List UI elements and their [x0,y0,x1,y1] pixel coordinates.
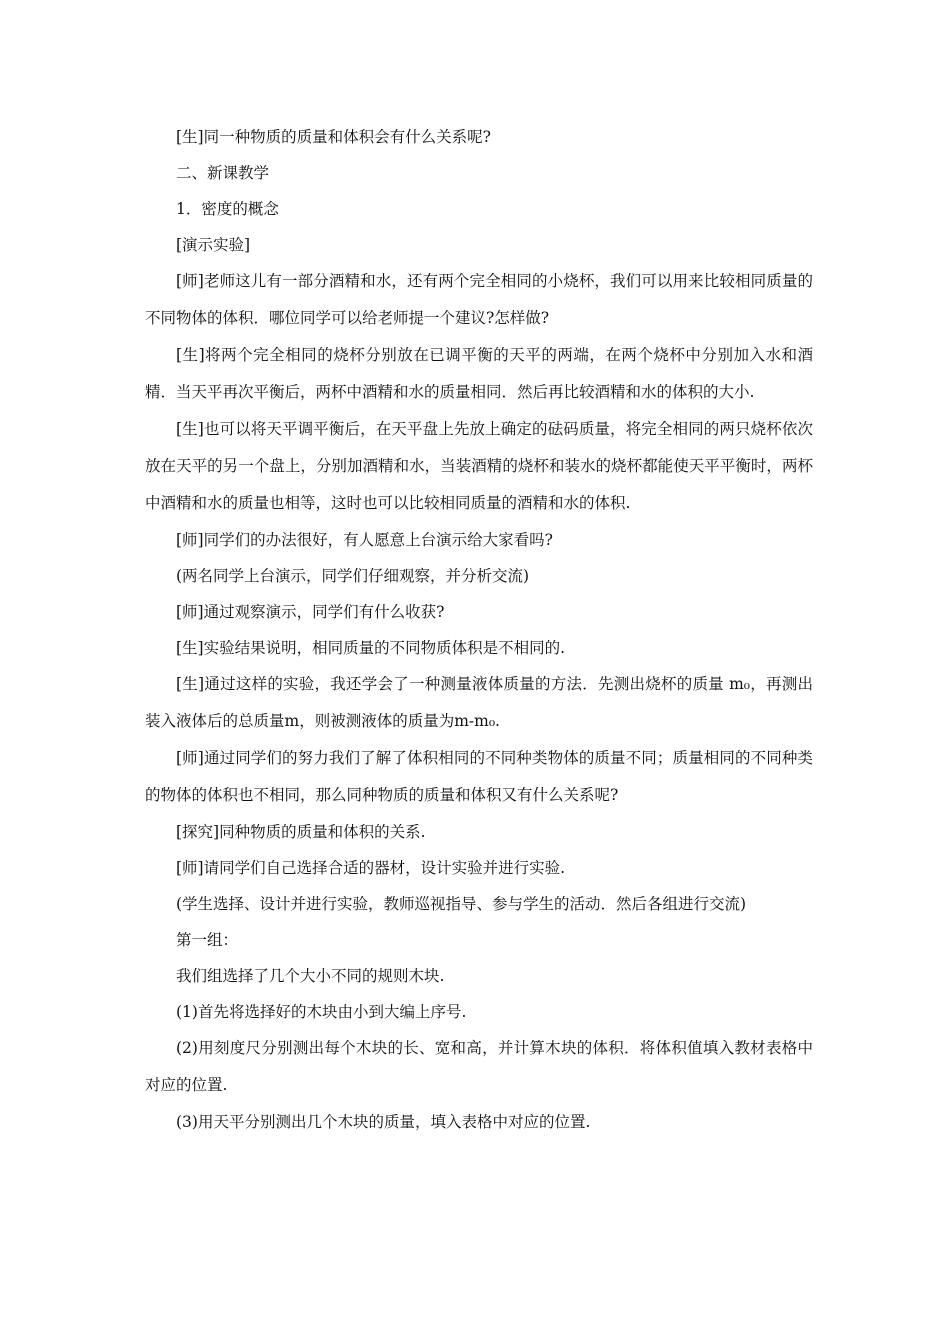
paragraph-activity-note: (学生选择、设计并进行实验，教师巡视指导、参与学生的活动．然后各组进行交流) [176,895,747,913]
label-demo-experiment: [演示实验] [176,236,251,254]
paragraph-student-result: [生]实验结果说明，相同质量的不同物质体积是不相同的. [176,639,566,657]
paragraph-demo-note: (两名同学上台演示，同学们仔细观察，并分析交流) [176,567,530,585]
step-1: (1)首先将选择好的木块由小到大编上序号. [176,1003,467,1021]
paragraph-student-method-1: [生]将两个完全相同的烧杯分别放在已调平衡的天平的两端，在两个烧杯中分别加入水和酒精．当天平再次平衡后，两杯中酒精和水的质量相同．然后再比较酒精和水的体积的大小. [145,346,813,401]
paragraph-teacher-invite: [师]同学们的办法很好，有人愿意上台演示给大家看吗? [176,531,553,549]
paragraph-teacher-instruction: [师]请同学们自己选择合适的器材，设计实验并进行实验. [176,859,566,877]
label-group-one: 第一组： [176,931,239,949]
paragraph-teacher-summary: [师]通过同学们的努力我们了解了体积相同的不同种类物体的质量不同；质量相同的不同种类的物体的体积也不相同，那么同种物质的质量和体积又有什么关系呢? [145,749,813,804]
paragraph-group-choice: 我们组选择了几个大小不同的规则木块. [176,967,445,985]
paragraph-student-question: [生]同一种物质的质量和体积会有什么关系呢? [176,128,491,146]
subheading-density-concept: 1．密度的概念 [176,200,279,218]
document-body [145,119,813,1140]
paragraph-student-liquid-method: [生]通过这样的实验，我还学会了一种测量液体质量的方法．先测出烧杯的质量 m₀，再测出装入液体后的总质量m，则被测液体的质量为m-m₀. [145,675,813,730]
step-3: (3)用天平分别测出几个木块的质量，填入表格中对应的位置. [176,1113,591,1131]
paragraph-student-method-2: [生]也可以将天平调平衡后，在天平盘上先放上确定的砝码质量，将完全相同的两只烧杯依次放在天平的另一个盘上，分别加酒精和水，当装酒精的烧杯和装水的烧杯都能使天平平衡时，两杯中酒精和水的质量也相等，这时也可以比较相同质量的酒精和水的体积. [145,420,813,512]
step-2: (2)用刻度尺分别测出每个木块的长、宽和高，并计算木块的体积．将体积值填入教材表格中对应的位置. [145,1039,813,1094]
paragraph-teacher-ask: [师]通过观察演示，同学们有什么收获? [176,603,445,621]
label-inquiry: [探究]同种物质的质量和体积的关系. [176,823,426,841]
section-heading-new-lesson: 二、新课教学 [176,164,270,182]
paragraph-teacher-intro: [师]老师这儿有一部分酒精和水，还有两个完全相同的小烧杯，我们可以用来比较相同质量的不同物体的体积．哪位同学可以给老师提一个建议?怎样做? [145,272,813,327]
